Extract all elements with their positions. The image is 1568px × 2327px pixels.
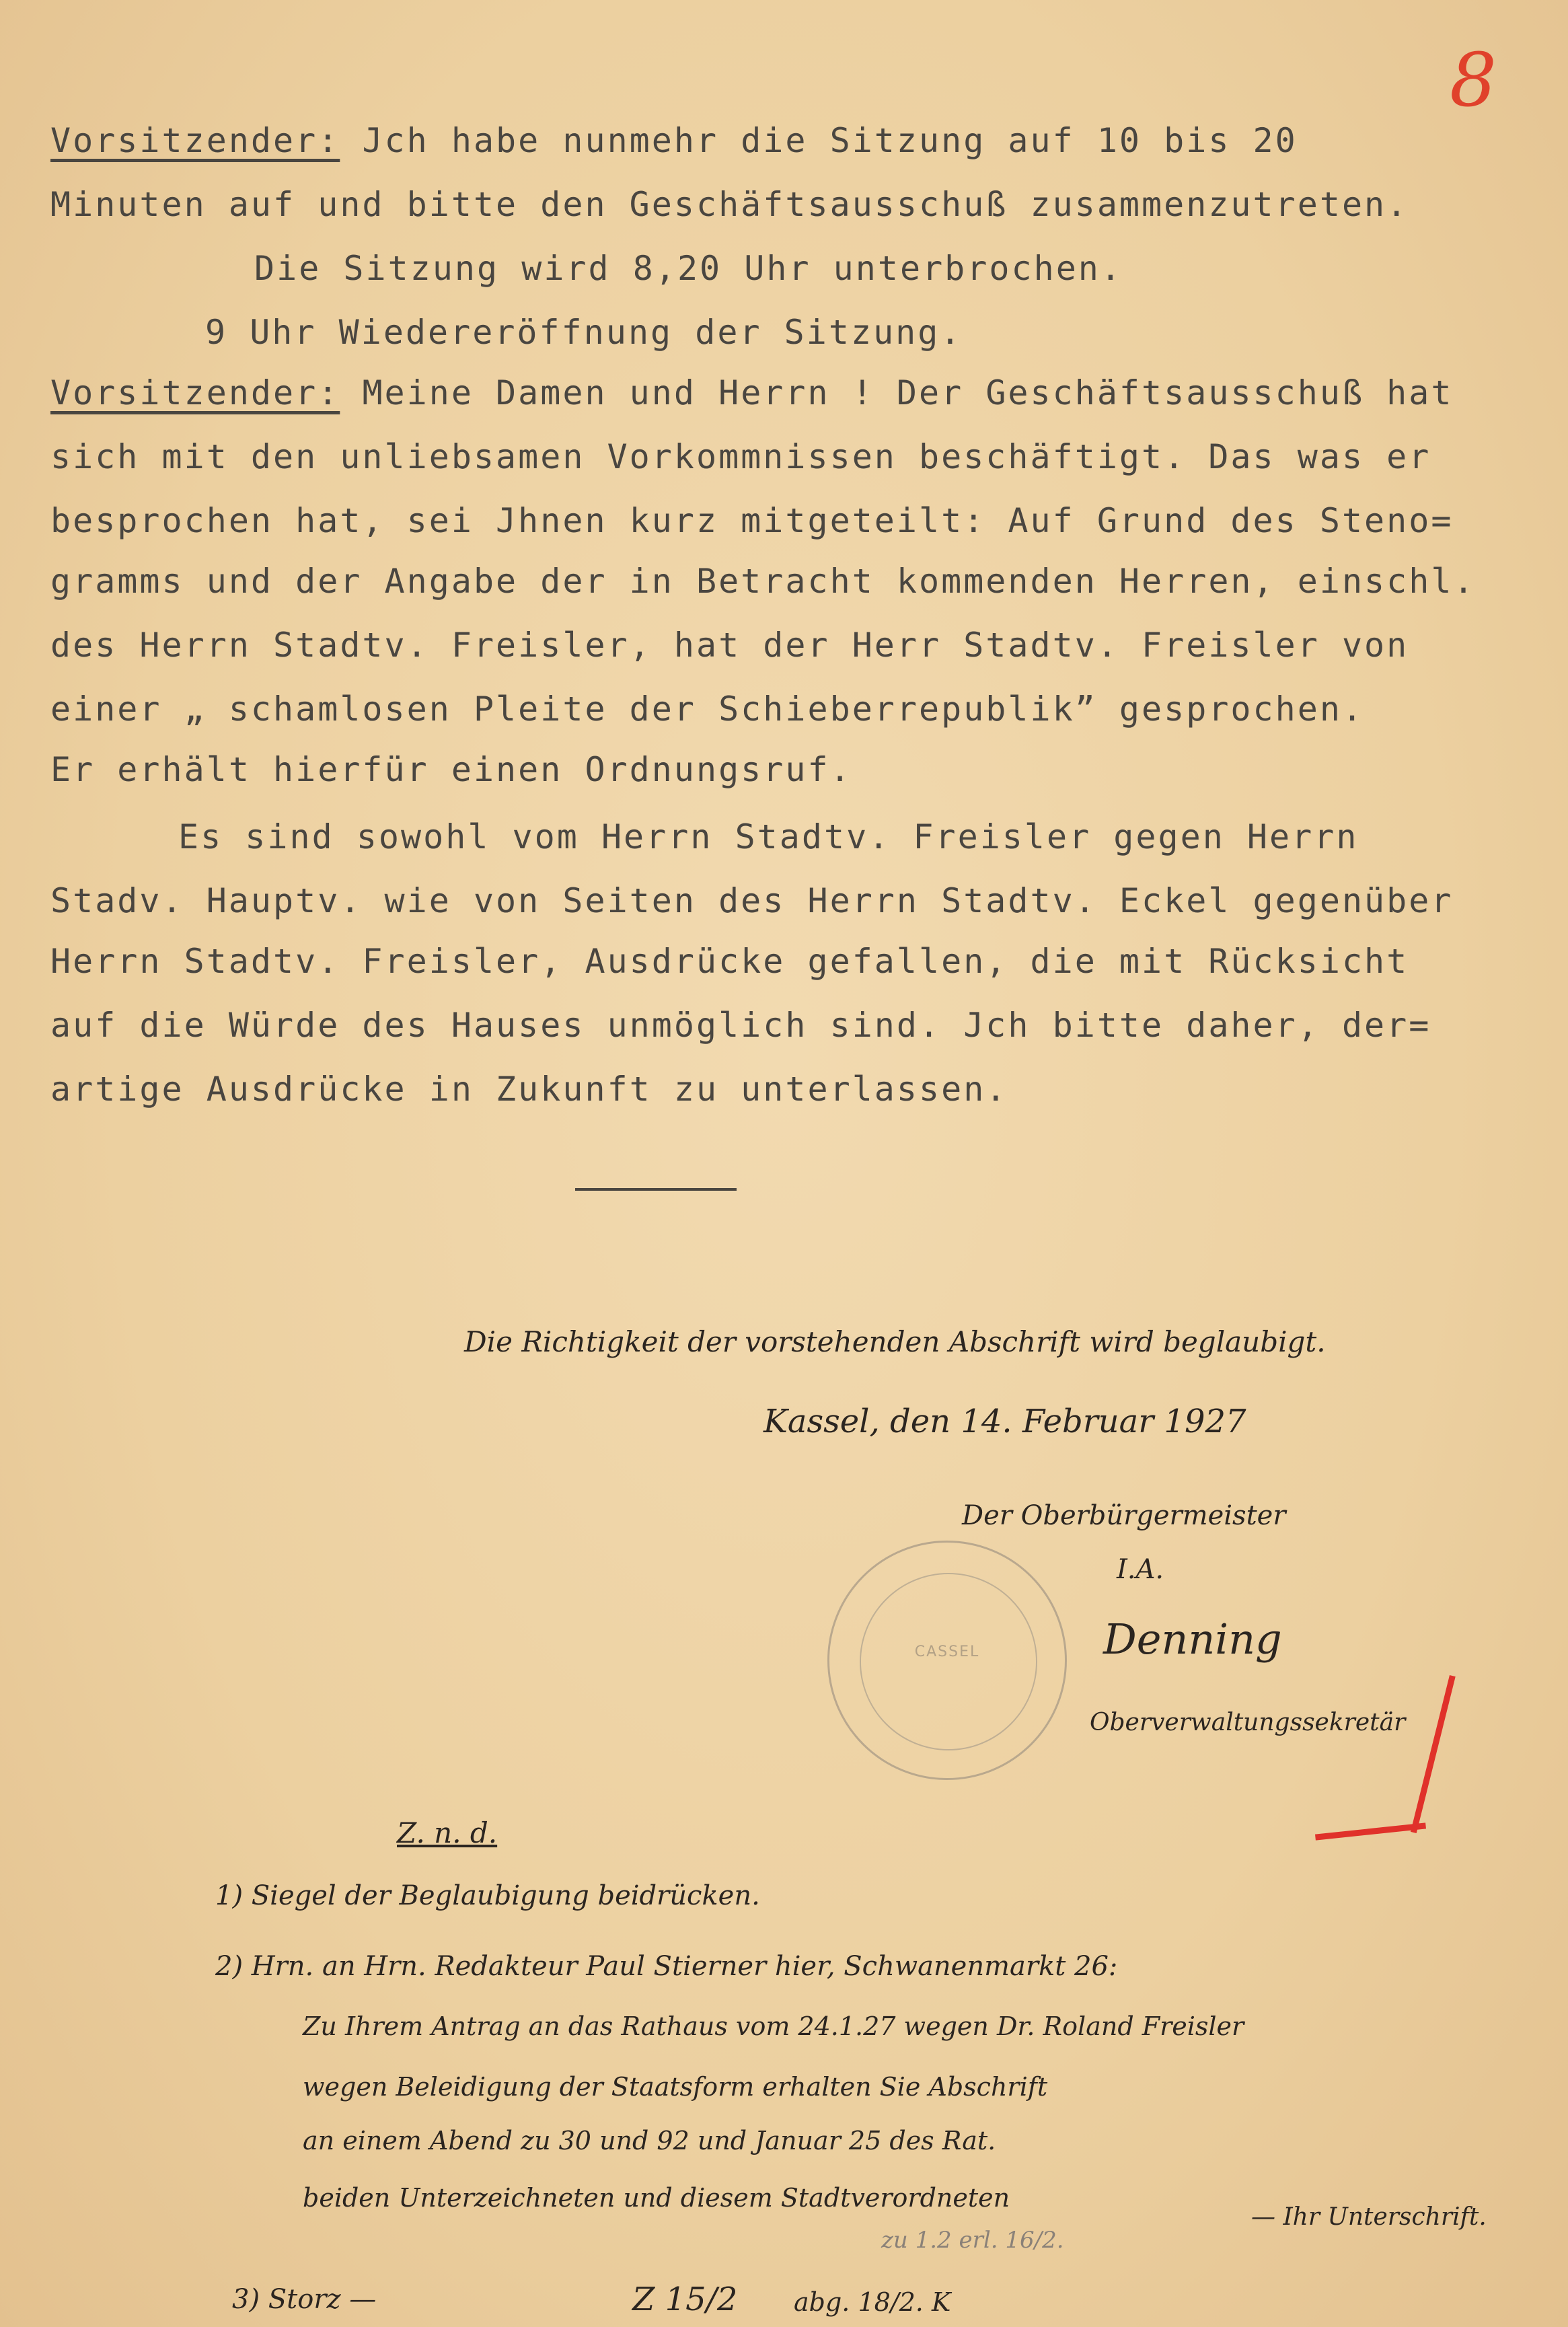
note-2-line-1: 2) Hrn. an Hrn. Redakteur Paul Stierner hier, Schwanenmarkt 26:: [215, 1951, 1118, 1982]
note-2-line-2: Zu Ihrem Antrag an das Rathaus vom 24.1.27 wegen Dr. Roland Freisler: [303, 2011, 1244, 2041]
typed-line-text: besprochen hat, sei Jhnen kurz mitgeteilt: Auf Grund des Steno=: [50, 501, 1454, 540]
typed-line-text: auf die Würde des Hauses unmöglich sind. Jch bitte daher, der=: [50, 1006, 1431, 1045]
typed-line-text: Es sind sowohl vom Herrn Stadtv. Freisler gegen Herrn: [178, 817, 1359, 856]
certification-text: Die Richtigkeit der vorstehenden Abschrift wird beglaubigt.: [464, 1325, 1326, 1358]
note-2-line-3: wegen Beleidigung der Staatsform erhalten Sie Abschrift: [303, 2072, 1048, 2102]
note-2-line-4: an einem Abend zu 30 und 92 und Januar 25 des Rat.: [303, 2126, 996, 2155]
typed-line-text: Jch habe nunmehr die Sitzung auf 10 bis 20: [340, 121, 1298, 160]
typed-line: [50, 1006, 1431, 1045]
typed-line-text: 9 Uhr Wiedereröffnung der Sitzung.: [205, 313, 963, 352]
typed-line-text: Meine Damen und Herrn ! Der Geschäftsausschuß hat: [340, 373, 1454, 412]
typed-line: [50, 626, 1409, 665]
pencil-note: zu 1.2 erl. 16/2.: [881, 2227, 1064, 2254]
typed-line: [50, 373, 1453, 412]
typed-line-text: Er erhält hierfür einen Ordnungsruf.: [50, 750, 852, 789]
dispatch-note: abg. 18/2. K: [794, 2287, 951, 2317]
separator-rule: [575, 1188, 737, 1191]
page-number: 8: [1450, 37, 1497, 123]
typed-line-text: Stadv. Hauptv. wie von Seiten des Herrn Stadtv. Eckel gegenüber: [50, 881, 1454, 920]
typed-line: [50, 437, 1431, 476]
typed-line-text: sich mit den unliebsamen Vorkommnissen beschäftigt. Das was er: [50, 437, 1431, 476]
typed-line-text: Die Sitzung wird 8,20 Uhr unterbrochen.: [254, 249, 1123, 288]
initials-date: Z 15/2: [632, 2281, 738, 2318]
red-check-mark: [1312, 1675, 1480, 1850]
note-header: Z. n. d.: [397, 1816, 498, 1849]
typed-line-text: einer „ schamlosen Pleite der Schieberrepublik” gesprochen.: [50, 690, 1365, 729]
note-3: 3) Storz —: [232, 2284, 377, 2315]
ia-text: I.A.: [1117, 1554, 1164, 1585]
typed-line: [50, 750, 852, 789]
typed-line: [50, 501, 1453, 540]
typed-line: [50, 942, 1409, 981]
note-2-line-5: beiden Unterzeichneten und diesem Stadtverordneten: [303, 2183, 1010, 2213]
typed-line-text: Herrn Stadtv. Freisler, Ausdrücke gefallen, die mit Rücksicht: [50, 942, 1409, 981]
typed-line: [254, 249, 1123, 288]
typed-line-text: gramms und der Angabe der in Betracht kommenden Herren, einschl.: [50, 562, 1476, 601]
typed-line: [50, 1070, 1008, 1109]
speaker-label: Vorsitzender:: [50, 121, 340, 160]
typed-line-text: artige Ausdrücke in Zukunft zu unterlassen.: [50, 1070, 1008, 1109]
speaker-label: Vorsitzender:: [50, 373, 340, 412]
typed-line: [178, 817, 1358, 856]
typed-line: [50, 121, 1298, 160]
note-2-signoff: — Ihr Unterschrift.: [1251, 2203, 1487, 2231]
signatory-title: Oberverwaltungssekretär: [1090, 1709, 1406, 1736]
typed-line: [50, 185, 1409, 224]
typed-line: [50, 562, 1476, 601]
typed-line-text: des Herrn Stadtv. Freisler, hat der Herr Stadtv. Freisler von: [50, 626, 1409, 665]
place-date: Kassel, den 14. Februar 1927: [763, 1403, 1246, 1440]
typed-line: [50, 881, 1453, 920]
typed-line-text: Minuten auf und bitte den Geschäftsausschuß zusammenzutreten.: [50, 185, 1409, 224]
note-1: 1) Siegel der Beglaubigung beidrücken.: [215, 1880, 760, 1911]
typed-line: [50, 690, 1364, 729]
signature: Denning: [1103, 1615, 1282, 1664]
authority-text: Der Oberbürgermeister: [962, 1500, 1286, 1531]
typed-line: [205, 313, 963, 352]
official-seal-stamp: CASSEL: [827, 1541, 1067, 1780]
